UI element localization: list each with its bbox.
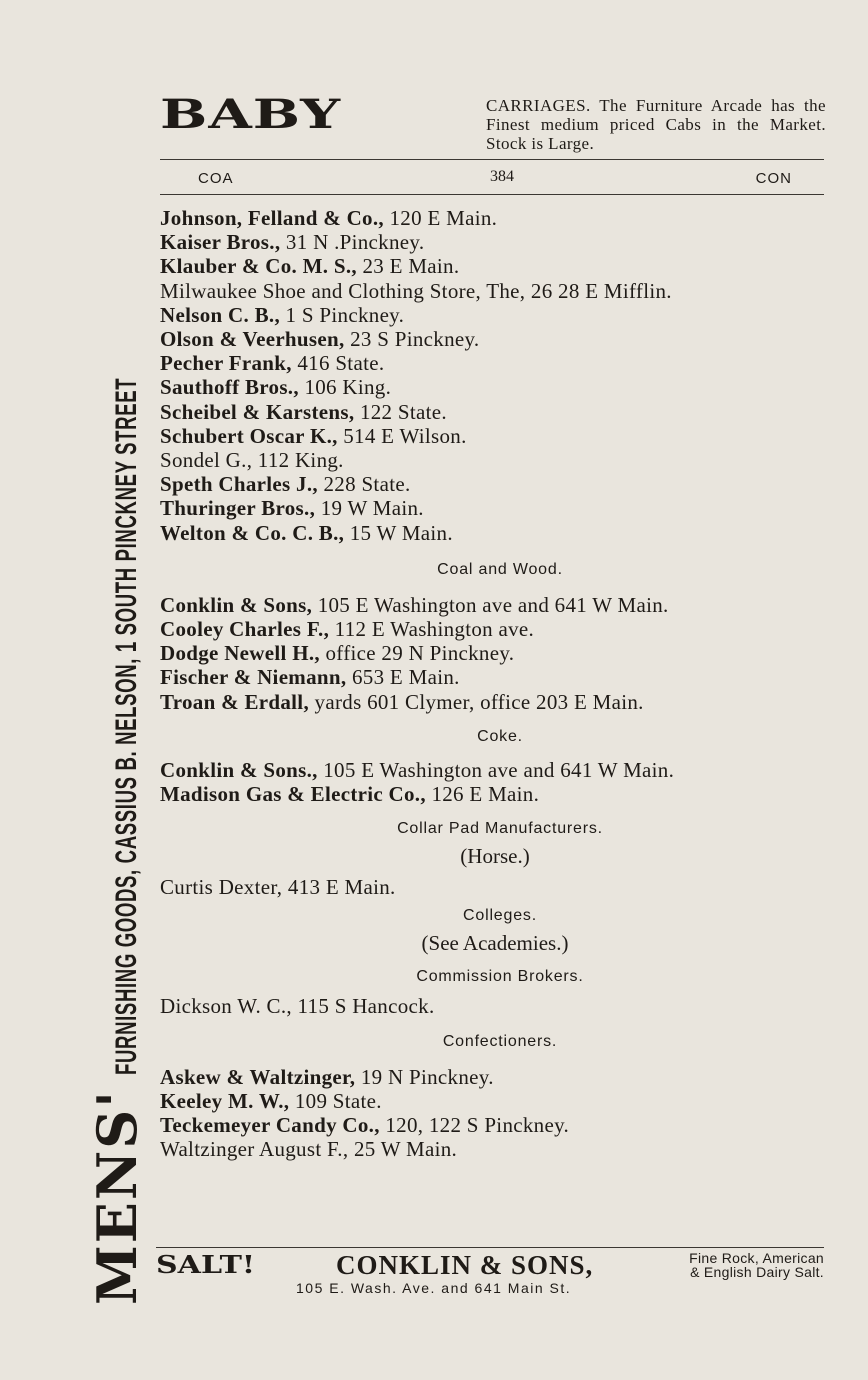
entry-name: Teckemeyer Candy Co., — [160, 1113, 380, 1138]
entry-address: 19 W Main. — [315, 496, 424, 521]
entry-address: 120 E Main. — [383, 206, 498, 230]
directory-entry — [160, 1065, 830, 1089]
directory-entry — [160, 351, 830, 375]
entry-name: Conklin & Sons., — [160, 757, 318, 782]
directory-entry — [160, 593, 830, 617]
entry-address: 105 E Washington ave and 641 W Main. — [312, 592, 669, 617]
entry-name: Dickson W. C., — [160, 994, 292, 1019]
running-head-rule — [160, 194, 824, 195]
entry-address: 112 E Washington ave. — [329, 617, 535, 642]
entry-name: Olson & Veerhusen, — [160, 327, 345, 352]
directory-entry — [160, 641, 830, 665]
entry-address: 105 E Washington ave and 641 W Main. — [317, 757, 675, 782]
section-heading: Collar Pad Manufacturers. — [397, 820, 603, 838]
entry-address: 115 S Hancock. — [291, 994, 435, 1019]
directory-entry — [160, 758, 830, 782]
directory-entry — [160, 1137, 830, 1161]
entry-name: Schubert Oscar K., — [160, 423, 338, 448]
section-heading: Confectioners. — [442, 1032, 558, 1050]
entry-address: 1 S Pinckney. — [280, 302, 405, 327]
entry-name: Waltzinger August F., — [160, 1137, 349, 1162]
entry-name: Nelson C. B., — [160, 302, 280, 327]
side-banner-big: MENS' — [85, 1089, 149, 1305]
entry-name: Welton & Co. C. B., — [160, 520, 345, 545]
section-heading: Colleges. — [463, 907, 537, 925]
entry-name: Madison Gas & Electric Co., — [160, 782, 426, 807]
entry-name: Curtis Dexter, — [160, 875, 283, 900]
entry-name: Keeley M. W., — [160, 1088, 290, 1113]
directory-entry — [160, 206, 830, 230]
side-banner — [85, 0, 149, 1305]
entry-address: office 29 N Pinckney. — [319, 641, 515, 666]
section-heading: Coal and Wood. — [437, 560, 563, 578]
directory-entry — [160, 994, 830, 1018]
header-ad-title: BABY — [160, 90, 342, 138]
header-ad-text: CARRIAGES. The Furniture Arcade has the Finest medium priced Cabs in the Market. Stock is Large. — [486, 96, 826, 153]
entry-address: 514 E Wilson. — [337, 423, 467, 448]
header-rule — [160, 159, 824, 160]
footer-ad-kind-line1: Fine Rock, American — [689, 1250, 824, 1266]
entry-name: Dodge Newell H., — [160, 641, 320, 666]
directory-entry — [160, 424, 830, 448]
section-subheading: (See Academies.) — [421, 931, 569, 956]
directory-entry — [160, 521, 830, 545]
page-number: 384 — [490, 168, 514, 185]
footer-ad-firm: CONKLIN & SONS, — [336, 1250, 594, 1280]
directory-entry — [160, 230, 830, 254]
running-head-left: COA — [198, 170, 234, 187]
entry-address: 126 E Main. — [425, 782, 540, 807]
header-ad — [160, 92, 824, 154]
directory-entry — [160, 665, 830, 689]
directory-entry — [160, 448, 830, 472]
footer-ad-salt: SALT! — [156, 1251, 256, 1280]
entry-address: 653 E Main. — [346, 665, 460, 690]
entry-name: Milwaukee Shoe and Clothing Store, The, — [160, 278, 526, 303]
running-head — [160, 166, 824, 190]
section-heading: Commission Brokers. — [416, 968, 584, 986]
directory-entry — [160, 254, 830, 278]
entry-name: Sauthoff Bros., — [160, 375, 299, 400]
entry-name: Conklin & Sons, — [160, 592, 313, 617]
directory-entry — [160, 303, 830, 327]
entry-name: Thuringer Bros., — [160, 496, 316, 521]
directory-entry — [160, 375, 830, 399]
entry-name: Scheibel & Karstens, — [160, 399, 355, 424]
directory-entry — [160, 1113, 830, 1137]
entry-address: 26 28 E Mifflin. — [525, 278, 672, 303]
entry-name: Troan & Erdall, — [160, 689, 309, 714]
footer-ad-kind-line2: & English Dairy Salt. — [690, 1264, 824, 1280]
entry-address: yards 601 Clymer, office 203 E Main. — [309, 689, 644, 714]
entry-name: Sondel G., — [160, 448, 253, 473]
entry-address: 23 S Pinckney. — [344, 327, 480, 352]
entry-address: 228 State. — [317, 472, 411, 497]
entry-address: 23 E Main. — [356, 254, 460, 279]
entry-name: Johnson, Felland & Co., — [160, 206, 384, 230]
directory-entry — [160, 472, 830, 496]
entry-address: 122 State. — [354, 399, 447, 424]
side-banner-text: FURNISHING GOODS, CASSIUS B. NELSON, 1 SOUTH PINCKNEY STREET — [110, 377, 143, 1076]
entry-address: 416 State. — [291, 351, 385, 376]
entry-address: 15 W Main. — [344, 520, 453, 545]
directory-entry — [160, 327, 830, 351]
entry-address: 112 King. — [252, 448, 344, 473]
entry-name: Klauber & Co. M. S., — [160, 254, 357, 279]
directory-entry — [160, 400, 830, 424]
entry-name: Cooley Charles F., — [160, 617, 330, 642]
entry-name: Askew & Waltzinger, — [160, 1064, 356, 1089]
directory-entry — [160, 617, 830, 641]
entry-address: 120, 122 S Pinckney. — [379, 1113, 570, 1138]
entry-address: 25 W Main. — [348, 1137, 458, 1162]
footer-ad-kind — [596, 1251, 824, 1279]
directory-entry — [160, 782, 830, 806]
entry-address: 413 E Main. — [282, 875, 396, 900]
entry-address: 106 King. — [298, 375, 392, 400]
entry-address: 19 N Pinckney. — [355, 1064, 494, 1089]
running-head-right: CON — [755, 170, 792, 187]
entry-name: Pecher Frank, — [160, 351, 292, 376]
entry-address: 109 State. — [289, 1088, 382, 1113]
footer-ad-address: 105 E. Wash. Ave. and 641 Main St. — [296, 1280, 572, 1296]
section-subheading: (Horse.) — [460, 844, 530, 869]
entry-name: Kaiser Bros., — [160, 230, 281, 255]
directory-entry — [160, 279, 830, 303]
directory-listing — [160, 206, 830, 1161]
entry-address: 31 N .Pinckney. — [280, 230, 425, 255]
footer-ad — [156, 1248, 826, 1298]
directory-entry — [160, 690, 830, 714]
directory-entry — [160, 496, 830, 520]
directory-entry — [160, 875, 830, 899]
section-heading: Coke. — [477, 727, 523, 745]
entry-name: Speth Charles J., — [160, 472, 318, 497]
entry-name: Fischer & Niemann, — [160, 665, 347, 690]
directory-entry — [160, 1089, 830, 1113]
